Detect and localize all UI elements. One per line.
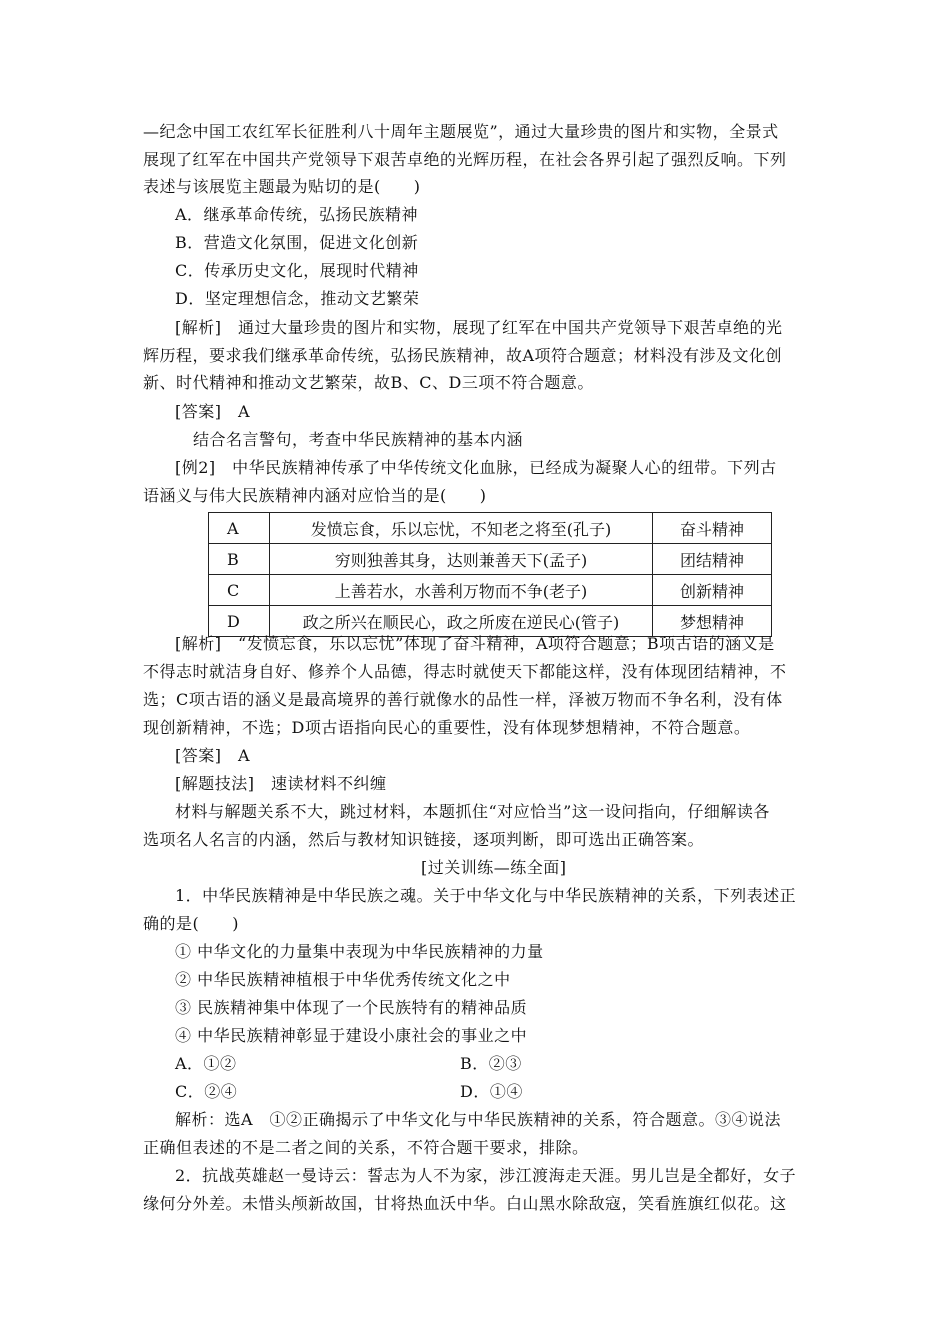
choice-b: B．②③ — [460, 1054, 522, 1073]
answer-line: [答案] A — [175, 746, 251, 765]
analysis-line: 现创新精神，不选；D项古语指向民心的重要性，没有体现梦想精神，不符合题意。 — [143, 718, 751, 737]
row-spirit: 奋斗精神 — [653, 513, 772, 544]
choice-a: A．①② — [175, 1054, 237, 1073]
example-line: [例2] 中华民族精神传承了中华传统文化血脉，已经成为凝聚人心的纽带。下列古 — [175, 458, 777, 477]
question-stem: 1．中华民族精神是中华民族之魂。关于中华文化与中华民族精神的关系，下列表述正 — [175, 886, 797, 905]
example-line: 语涵义与伟大民族精神内涵对应恰当的是( ) — [143, 486, 487, 505]
comparison-table — [208, 512, 772, 637]
row-key: B — [209, 544, 270, 575]
analysis-line: [解析] 通过大量珍贵的图片和实物，展现了红军在中国共产党领导下艰苦卓绝的光 — [175, 318, 783, 337]
row-key: A — [209, 513, 270, 544]
table-row — [209, 575, 772, 606]
row-quote: 穷则独善其身，达则兼善天下(孟子) — [270, 544, 653, 575]
intro-line: 表述与该展览主题最为贴切的是( ) — [143, 177, 421, 196]
option-a: A．继承革命传统，弘扬民族精神 — [175, 205, 419, 224]
row-spirit: 梦想精神 — [653, 606, 772, 637]
row-quote: 上善若水，水善利万物而不争(老子) — [270, 575, 653, 606]
row-quote: 政之所兴在顺民心，政之所废在逆民心(管子) — [270, 606, 653, 637]
choice-d: D．①④ — [460, 1082, 523, 1101]
intro-line: —纪念中国工农红军长征胜利八十周年主题展览”，通过大量珍贵的图片和实物，全景式 — [143, 122, 779, 141]
statement-item: ③ 民族精神集中体现了一个民族特有的精神品质 — [175, 998, 528, 1017]
statement-item: ② 中华民族精神植根于中华优秀传统文化之中 — [175, 970, 511, 989]
question-stem: 缘何分外差。未惜头颅新故国，甘将热血沃中华。白山黑水除敌寇，笑看旌旗红似花。这 — [143, 1194, 787, 1213]
statement-item: ④ 中华民族精神彰显于建设小康社会的事业之中 — [175, 1026, 528, 1045]
table-row — [209, 544, 772, 575]
table-row — [209, 606, 772, 637]
question-stem: 确的是( ) — [143, 914, 239, 933]
table-row — [209, 513, 772, 544]
row-key: C — [209, 575, 270, 606]
option-b: B．营造文化氛围，促进文化创新 — [175, 233, 419, 252]
section-tip: 结合名言警句，考查中华民族精神的基本内涵 — [193, 430, 524, 449]
technique-line: 选项名人名言的内涵，然后与教材知识链接，逐项判断，即可选出正确答案。 — [143, 830, 705, 849]
technique-title: [解题技法] 速读材料不纠缠 — [175, 774, 387, 793]
analysis-line: 辉历程，要求我们继承革命传统，弘扬民族精神，故A项符合题意；材料没有涉及文化创 — [143, 346, 783, 365]
analysis-line: 不得志时就洁身自好、修养个人品德，得志时就使天下都能这样，没有体现团结精神，不 — [143, 662, 787, 681]
statement-item: ① 中华文化的力量集中表现为中华民族精神的力量 — [175, 942, 544, 961]
analysis-line: [解析] “发愤忘食，乐以忘忧”体现了奋斗精神，A项符合题意；B项古语的涵义是 — [175, 634, 775, 653]
row-key: D — [209, 606, 270, 637]
option-c: C．传承历史文化，展现时代精神 — [175, 261, 419, 280]
answer-line: [答案] A — [175, 402, 251, 421]
question-stem: 2．抗战英雄赵一曼诗云：誓志为人不为家，涉江渡海走天涯。男儿岂是全都好，女子 — [175, 1166, 797, 1185]
analysis-line: 新、时代精神和推动文艺繁荣，故B、C、D三项不符合题意。 — [143, 373, 594, 392]
choice-c: C．②④ — [175, 1082, 238, 1101]
intro-line: 展现了红军在中国共产党领导下艰苦卓绝的光辉历程，在社会各界引起了强烈反响。下列 — [143, 150, 787, 169]
row-quote: 发愤忘食，乐以忘忧，不知老之将至(孔子) — [270, 513, 653, 544]
row-spirit: 创新精神 — [653, 575, 772, 606]
technique-line: 材料与解题关系不大，跳过材料，本题抓住“对应恰当”这一设问指向，仔细解读各 — [175, 802, 770, 821]
option-d: D．坚定理想信念，推动文艺繁荣 — [175, 289, 420, 308]
row-spirit: 团结精神 — [653, 544, 772, 575]
analysis-line: 解析：选A ①②正确揭示了中华文化与中华民族精神的关系，符合题意。③④说法 — [175, 1110, 782, 1129]
practice-title: [过关训练—练全面] — [421, 858, 567, 877]
analysis-line: 选；C项古语的涵义是最高境界的善行就像水的品性一样，泽被万物而不争名利，没有体 — [143, 690, 783, 709]
analysis-line: 正确但表述的不是二者之间的关系，不符合题干要求，排除。 — [143, 1138, 589, 1157]
